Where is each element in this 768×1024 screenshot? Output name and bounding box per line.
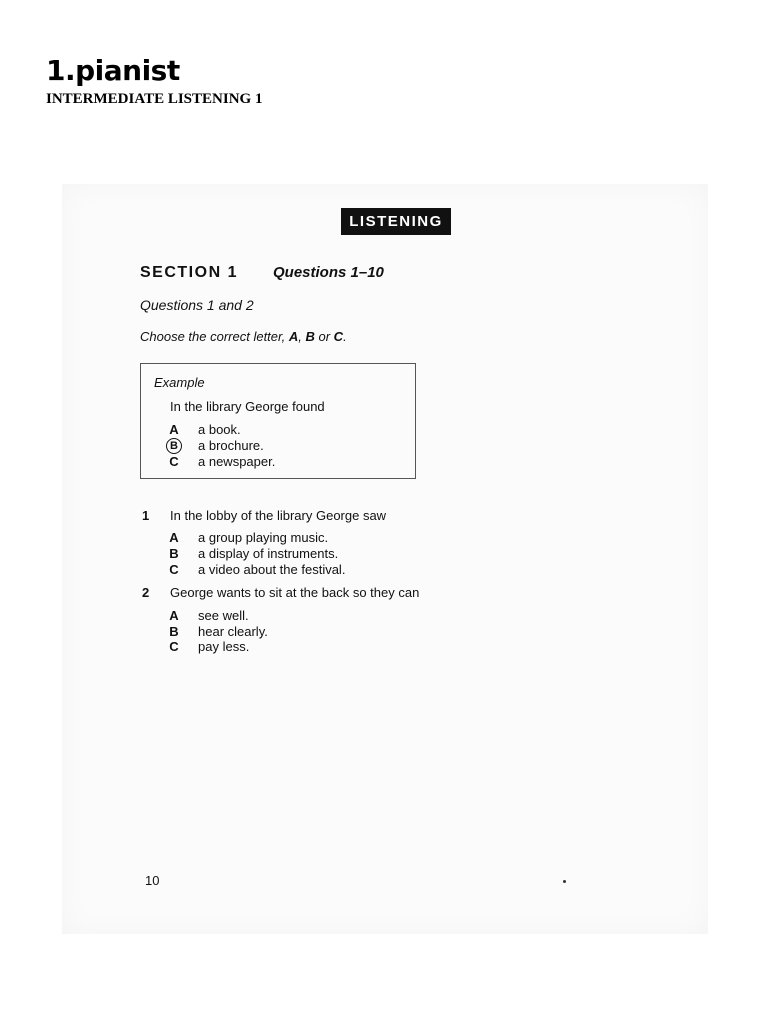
- example-stem: In the library George found: [170, 399, 325, 414]
- instruction-text: [140, 329, 347, 344]
- option-letter: B: [169, 624, 179, 639]
- instruction-suffix: .: [343, 329, 347, 344]
- option-text: pay less.: [198, 639, 250, 654]
- option-letter: A: [169, 608, 179, 623]
- question-stem: In the lobby of the library George saw: [170, 508, 387, 523]
- example-label: Example: [154, 375, 205, 390]
- option-text: hear clearly.: [198, 624, 268, 639]
- instruction-or: or: [314, 329, 334, 344]
- option-text: see well.: [198, 608, 249, 623]
- option-letter: C: [169, 639, 179, 654]
- example-option-text: a book.: [198, 422, 241, 437]
- example-option-text: a brochure.: [198, 438, 264, 453]
- option-letter: B: [169, 546, 179, 561]
- example-option-letter-selected: [167, 437, 181, 454]
- section-questions-range: Questions 1–10: [273, 264, 384, 281]
- document-title: 1.pianist: [46, 54, 180, 87]
- listening-banner: LISTENING: [341, 208, 451, 235]
- option-text: a group playing music.: [198, 530, 329, 545]
- document-subtitle: INTERMEDIATE LISTENING 1: [46, 91, 263, 107]
- example-option-letter: A: [169, 422, 179, 437]
- instruction-letter-a: A: [288, 329, 299, 344]
- option-letter: A: [169, 530, 179, 545]
- scan-speck: [563, 880, 566, 883]
- option-text: a display of instruments.: [198, 546, 339, 561]
- instruction-sep: ,: [298, 329, 306, 344]
- question-stem: George wants to sit at the back so they can: [170, 585, 420, 600]
- instruction-letter-c: C: [333, 329, 344, 344]
- option-letter: C: [169, 562, 179, 577]
- page-number: 10: [145, 873, 160, 888]
- example-option-letter: C: [169, 454, 179, 469]
- circled-answer-mark: B: [166, 438, 182, 454]
- example-option-text: a newspaper.: [198, 454, 276, 469]
- question-number: 2: [142, 585, 150, 600]
- instruction-prefix: Choose the correct letter,: [140, 329, 289, 344]
- instruction-letter-b: B: [305, 329, 315, 344]
- questions-subheading: Questions 1 and 2: [140, 297, 254, 313]
- option-text: a video about the festival.: [198, 562, 346, 577]
- scanned-page: [62, 184, 708, 934]
- section-label: SECTION 1: [140, 264, 238, 281]
- question-number: 1: [142, 508, 150, 523]
